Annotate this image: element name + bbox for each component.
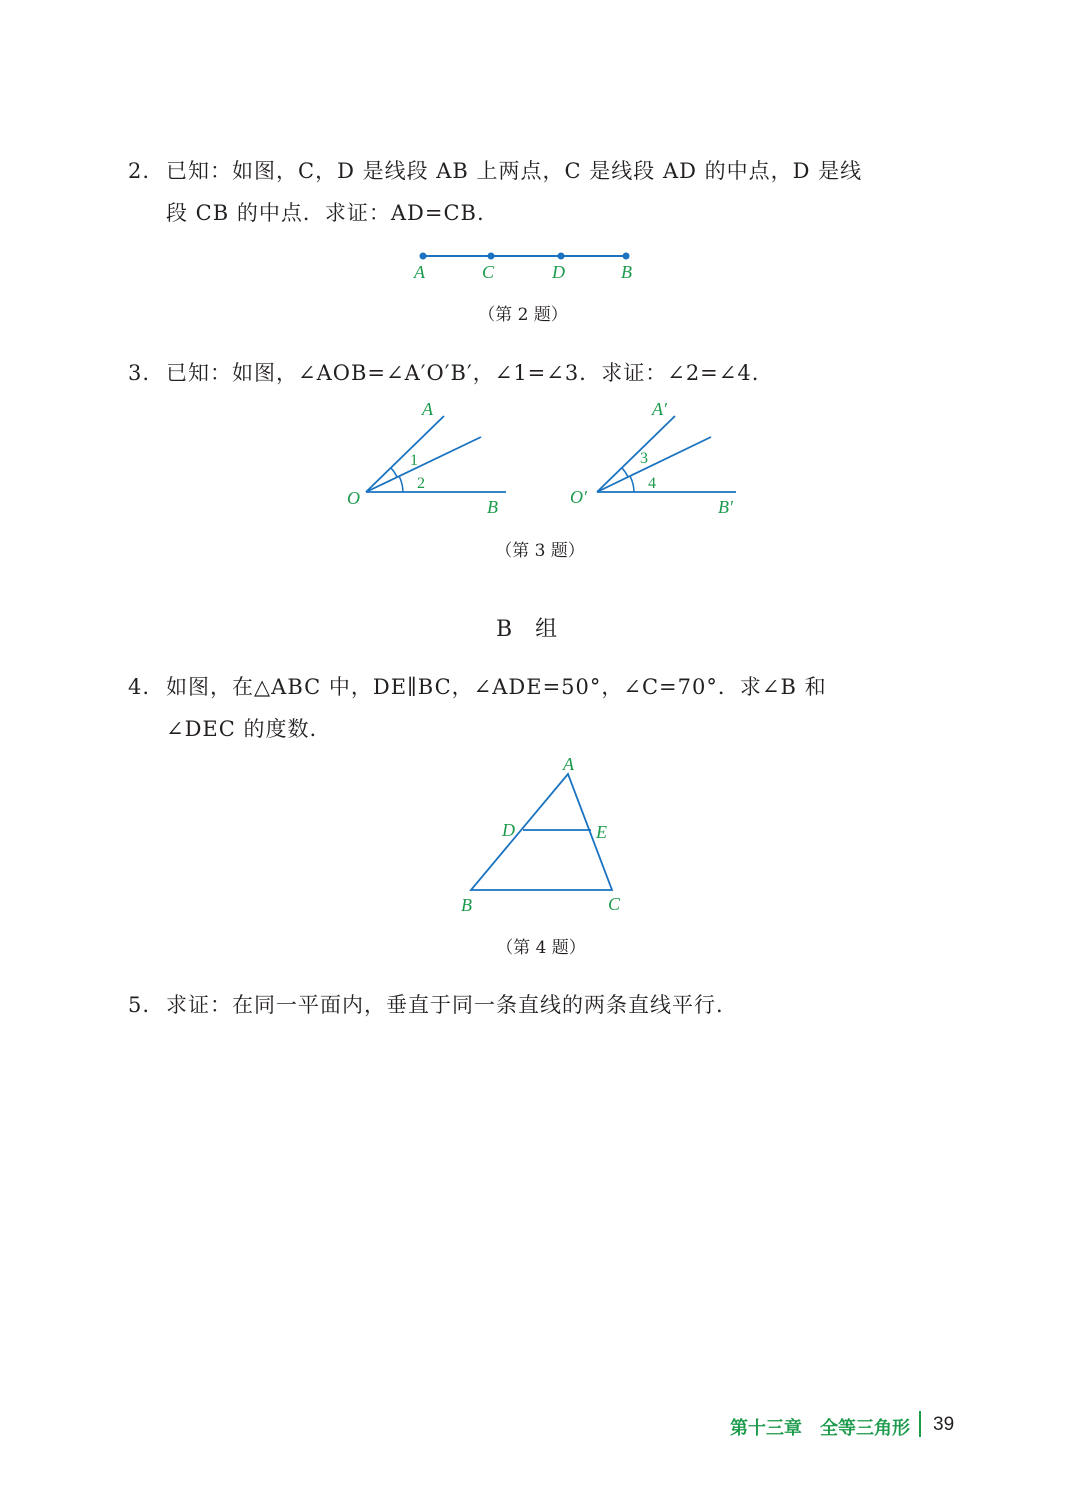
angle-figure-right	[570, 399, 736, 517]
caption-problem-3: （第 3 题）	[495, 541, 585, 561]
problem-4-text-1: 如图，在△ABC 中，DE∥BC，∠ADE=50°，∠C=70°．求∠B 和	[166, 675, 827, 699]
problem-3-line-1	[128, 352, 759, 394]
label-tri-e: E	[596, 822, 607, 842]
footer-divider	[919, 1411, 921, 1437]
label-angle-2: 2	[417, 475, 425, 492]
problem-4-line-1	[128, 666, 827, 708]
problem-2-line-2: 段 CB 的中点．求证：AD=CB.	[166, 201, 485, 225]
problem-4-line-2: ∠DEC 的度数.	[166, 717, 318, 741]
caption-problem-2: （第 2 题）	[478, 305, 568, 325]
problem-2-text-1: 已知：如图，C，D 是线段 AB 上两点，C 是线段 AD 的中点，D 是线	[166, 159, 863, 183]
footer-chapter-title: 第十三章 全等三角形	[730, 1418, 910, 1438]
problem-5-number: 5.	[128, 993, 151, 1017]
angle-figure-left	[347, 399, 506, 517]
label-tri-a: A	[563, 754, 574, 774]
label-right-a: A′	[652, 399, 667, 419]
problem-5-line-1	[128, 984, 724, 1026]
label-left-o: O	[347, 488, 360, 508]
triangle-figure	[450, 750, 640, 920]
angle-figures	[330, 395, 750, 525]
label-tri-d: D	[502, 820, 515, 840]
problem-2-line-1	[128, 150, 862, 192]
problem-5-text-1: 求证：在同一平面内，垂直于同一条直线的两条直线平行.	[166, 993, 724, 1017]
label-tri-c: C	[608, 894, 621, 914]
label-left-a: A	[422, 399, 433, 419]
caption-problem-4: （第 4 题）	[496, 938, 586, 958]
label-right-o: O′	[570, 487, 587, 507]
point-b	[623, 253, 630, 260]
label-angle-1: 1	[410, 452, 418, 469]
label-angle-3: 3	[640, 450, 648, 467]
label-tri-b: B	[461, 895, 472, 915]
page-number: 39	[933, 1414, 955, 1435]
label-a: A	[414, 262, 425, 282]
label-d: D	[552, 262, 565, 282]
point-c	[488, 253, 495, 260]
label-left-b: B	[487, 497, 498, 517]
point-d	[558, 253, 565, 260]
problem-3-text-1: 已知：如图，∠AOB=∠A′O′B′，∠1=∠3．求证：∠2=∠4.	[166, 361, 760, 385]
label-b: B	[621, 262, 632, 282]
segment-figure	[400, 240, 650, 290]
label-right-b: B′	[718, 497, 733, 517]
label-angle-4: 4	[648, 475, 656, 492]
problem-3-number: 3.	[128, 361, 151, 385]
triangle-abc	[471, 774, 612, 890]
problem-2-number: 2.	[128, 159, 151, 183]
group-b-heading: B 组	[496, 617, 566, 642]
problem-4-number: 4.	[128, 675, 151, 699]
point-a	[420, 253, 427, 260]
label-c: C	[482, 262, 495, 282]
